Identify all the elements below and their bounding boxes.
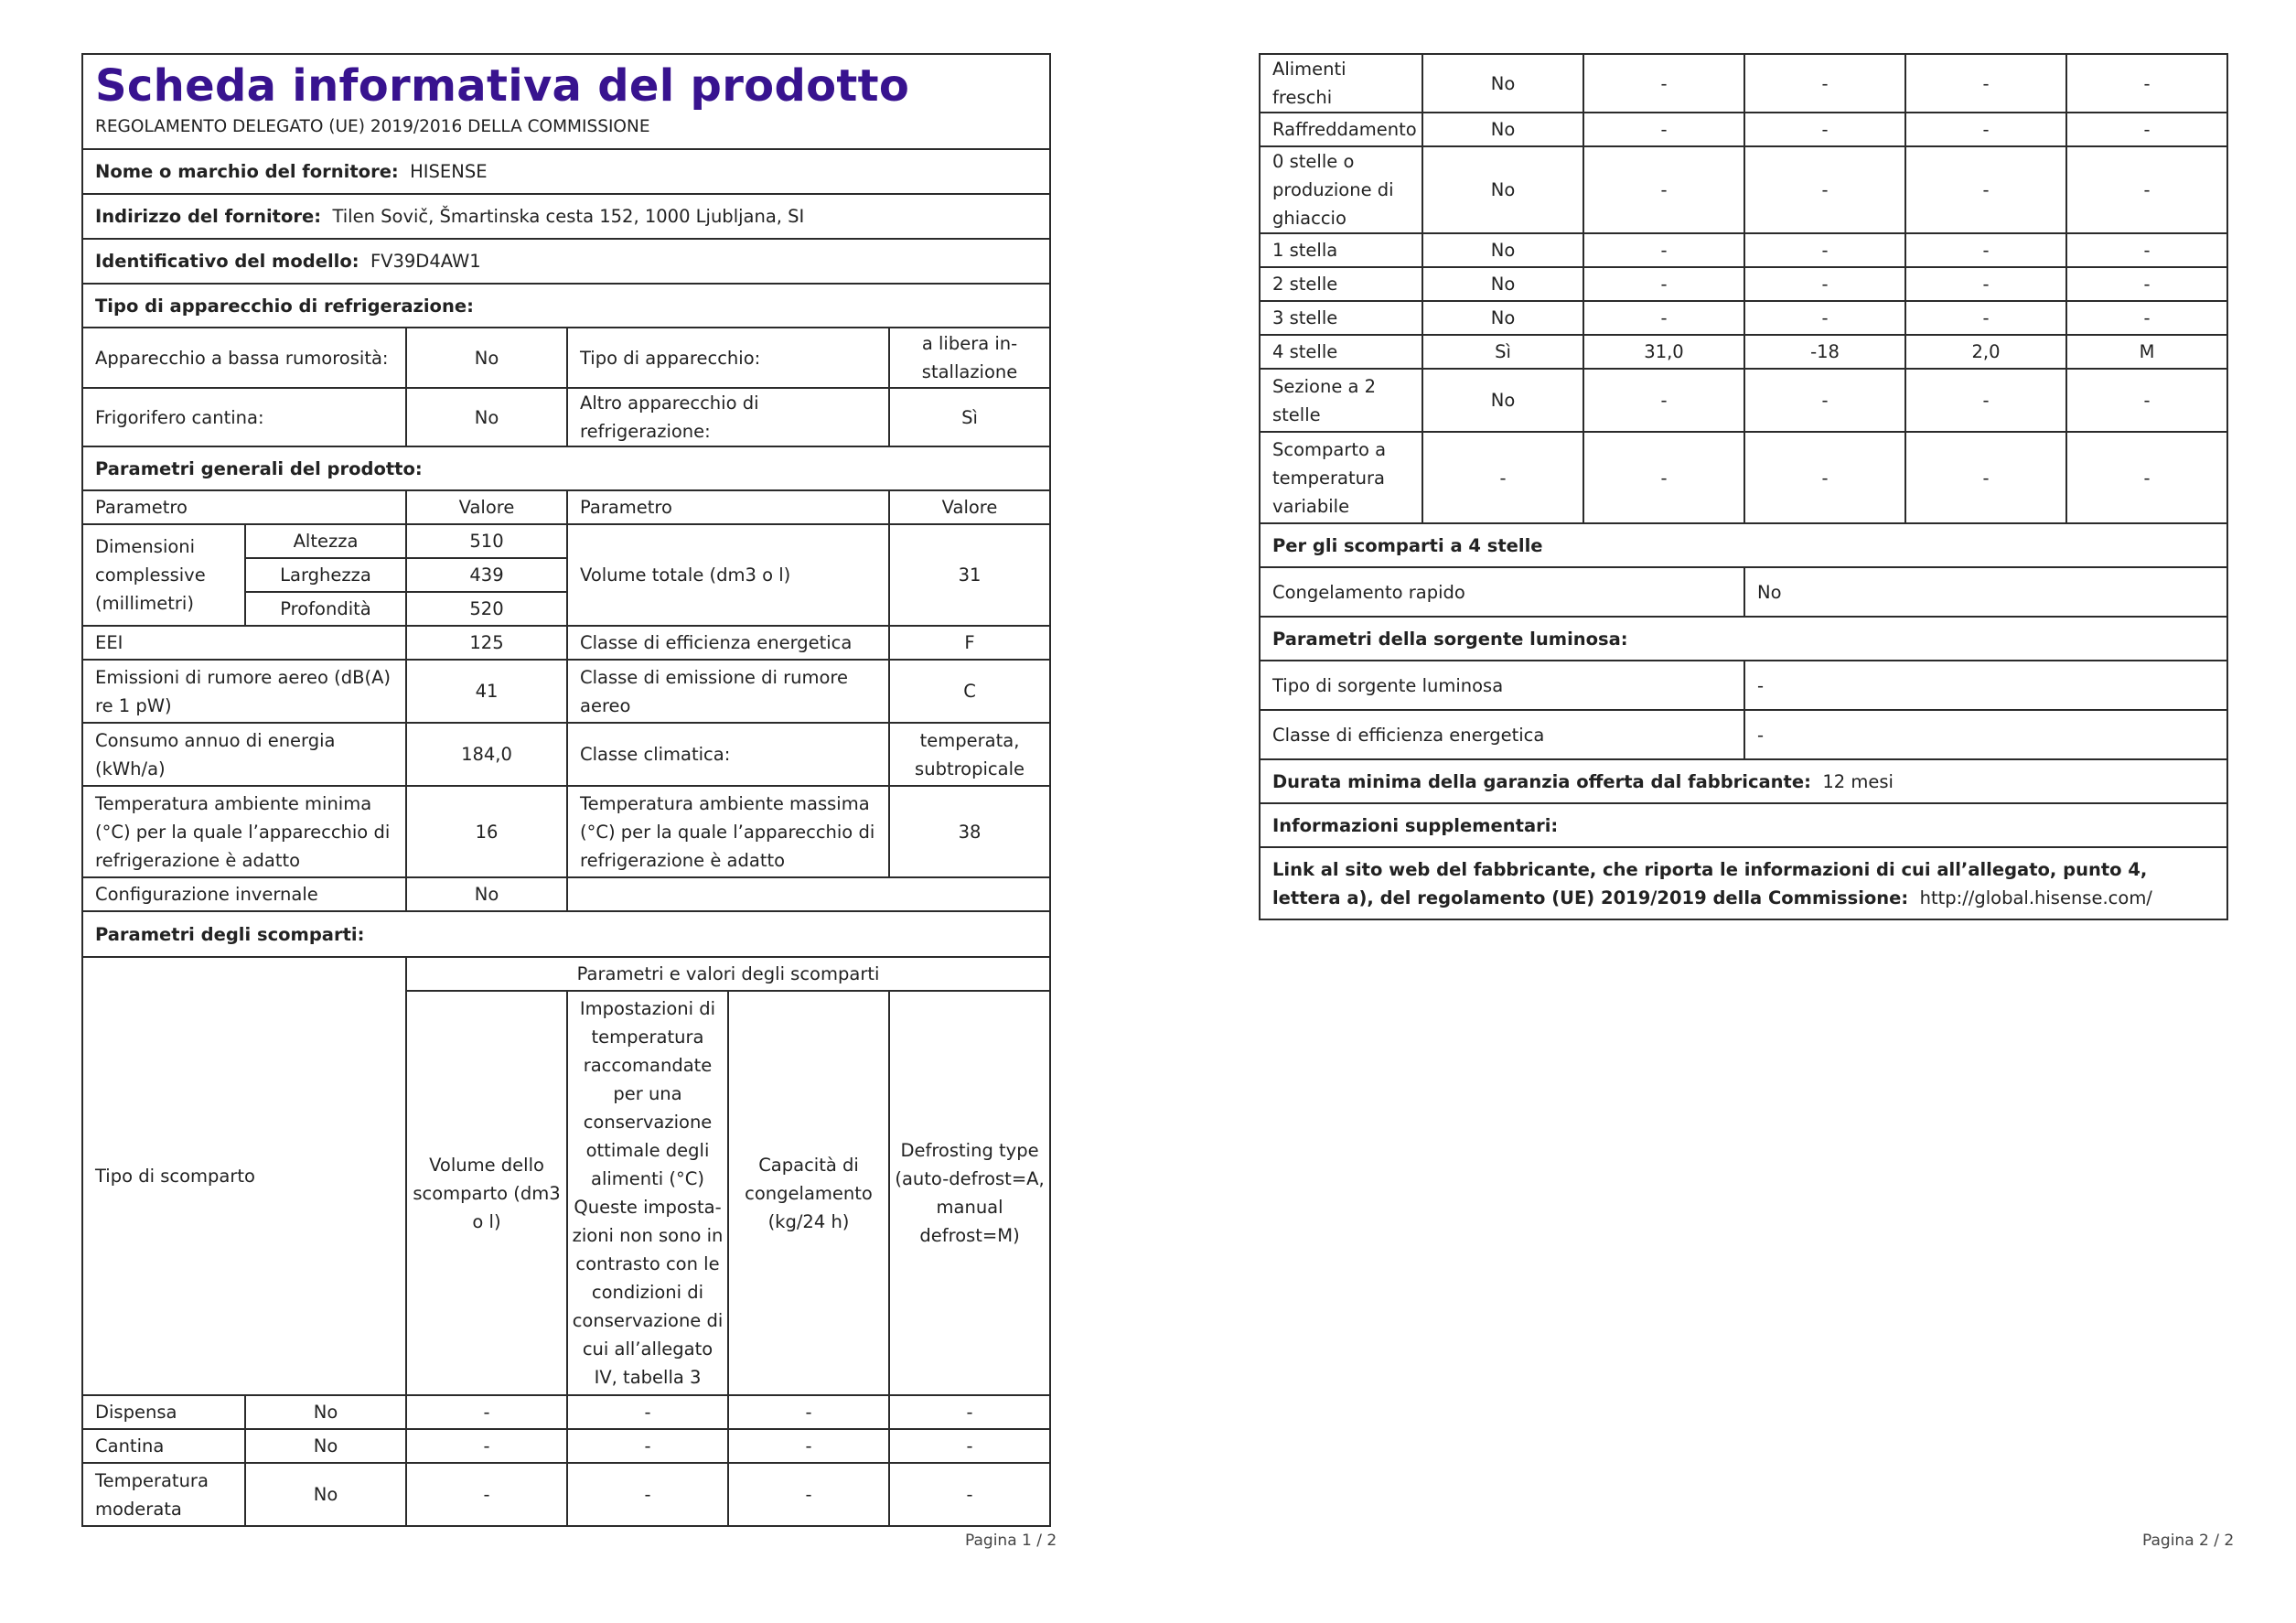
wine-cooler-label: Frigorifero cantina: bbox=[82, 388, 406, 446]
compartment-volume: - bbox=[406, 1463, 567, 1526]
climate-class-label: Classe climatica: bbox=[567, 723, 889, 786]
light-class-label: Classe di efficienza energetica bbox=[1260, 710, 1744, 759]
compartment-name: 3 stelle bbox=[1260, 301, 1422, 335]
table-row bbox=[82, 1429, 1050, 1463]
table-row bbox=[1260, 335, 2227, 369]
page-number-1: Pagina 1 / 2 bbox=[965, 1532, 1057, 1550]
compartment-freezing: - bbox=[728, 1429, 889, 1463]
general-params-heading: Parametri generali del prodotto: bbox=[82, 446, 1050, 490]
empty-cell bbox=[567, 877, 1050, 911]
appliance-kind-value: a libera installazione bbox=[889, 328, 1050, 388]
model-value: FV39D4AW1 bbox=[370, 251, 481, 272]
energy-class-label: Classe di efficienza energetica bbox=[567, 626, 889, 660]
model-row bbox=[82, 239, 1050, 284]
height-label: Altezza bbox=[245, 524, 406, 558]
compartment-freezing: - bbox=[1905, 113, 2066, 146]
compartment-present: No bbox=[245, 1463, 406, 1526]
compartment-volume: - bbox=[406, 1429, 567, 1463]
width-value: 439 bbox=[406, 558, 567, 592]
total-volume-value: 31 bbox=[889, 524, 1050, 626]
compartment-present: Sì bbox=[1422, 335, 1583, 369]
fast-freeze-label: Congelamento rapido bbox=[1260, 567, 1744, 617]
params-values-header: Parametri e valori degli scomparti bbox=[406, 957, 1050, 991]
compartment-present: No bbox=[1422, 233, 1583, 267]
compartment-volume: - bbox=[1583, 369, 1744, 432]
supplier-row bbox=[82, 149, 1050, 194]
eei-value: 125 bbox=[406, 626, 567, 660]
width-label: Larghezza bbox=[245, 558, 406, 592]
supplier-label: Nome o marchio del fornitore: bbox=[95, 161, 399, 182]
min-temp-label: Temperatura ambiente minima (°C) per la quale l’apparecchio di refrigerazione è adatto bbox=[82, 786, 406, 877]
compartment-name: Raffreddamento bbox=[1260, 113, 1422, 146]
compartment-present: No bbox=[245, 1429, 406, 1463]
compartment-volume: - bbox=[1583, 432, 1744, 523]
compartment-defrost: - bbox=[2066, 113, 2227, 146]
compartment-temp: - bbox=[1744, 54, 1905, 113]
compartment-name: Sezione a 2 stelle bbox=[1260, 369, 1422, 432]
max-temp-value: 38 bbox=[889, 786, 1050, 877]
compartment-present: No bbox=[1422, 301, 1583, 335]
product-sheet-page-2 bbox=[1259, 53, 2228, 920]
dimensions-label: Dimensioni complessive (millimetri) bbox=[82, 524, 245, 626]
depth-value: 520 bbox=[406, 592, 567, 626]
compartment-volume: - bbox=[1583, 301, 1744, 335]
param-header-right: Parametro bbox=[567, 490, 889, 524]
table-row bbox=[1260, 301, 2227, 335]
compartment-defrost: M bbox=[2066, 335, 2227, 369]
light-source-heading: Parametri della sorgente luminosa: bbox=[1260, 617, 2227, 661]
compartment-temp: - bbox=[1744, 233, 1905, 267]
compartment-defrost: - bbox=[2066, 301, 2227, 335]
appliance-kind-label: Tipo di apparecchio: bbox=[567, 328, 889, 388]
compartment-temp: -18 bbox=[1744, 335, 1905, 369]
noise-value: 41 bbox=[406, 660, 567, 723]
light-class-value: - bbox=[1744, 710, 2227, 759]
compartment-temp: - bbox=[567, 1429, 728, 1463]
compartment-name: Temperatura moderata bbox=[82, 1463, 245, 1526]
compartment-defrost: - bbox=[2066, 432, 2227, 523]
depth-label: Profondità bbox=[245, 592, 406, 626]
manufacturer-link[interactable]: http://global.hisense.com/ bbox=[1919, 887, 2152, 908]
compartment-volume: - bbox=[406, 1395, 567, 1429]
defrost-column-header: Defrosting type (auto-defrost=A, manual defrost=M) bbox=[889, 991, 1050, 1395]
compartment-name: 4 stelle bbox=[1260, 335, 1422, 369]
value-header-left: Valore bbox=[406, 490, 567, 524]
other-appliance-value: Sì bbox=[889, 388, 1050, 446]
compartment-freezing: - bbox=[728, 1463, 889, 1526]
compartment-freezing: - bbox=[1905, 432, 2066, 523]
wine-cooler-value: No bbox=[406, 388, 567, 446]
compartments-heading: Parametri degli scomparti: bbox=[82, 911, 1050, 957]
table-row bbox=[1260, 146, 2227, 233]
compartment-freezing: - bbox=[1905, 146, 2066, 233]
product-sheet-page-1 bbox=[81, 53, 1051, 1527]
compartment-freezing: - bbox=[1905, 369, 2066, 432]
compartment-freezing: - bbox=[1905, 267, 2066, 301]
compartment-defrost: - bbox=[889, 1395, 1050, 1429]
eei-label: EEI bbox=[82, 626, 406, 660]
compartment-temp: - bbox=[1744, 432, 1905, 523]
volume-column-header: Volume dello scomparto (dm3 o l) bbox=[406, 991, 567, 1395]
consumption-label: Consumo annuo di energia (kWh/a) bbox=[82, 723, 406, 786]
model-label: Identificativo del modello: bbox=[95, 251, 359, 272]
compartment-defrost: - bbox=[2066, 146, 2227, 233]
page-subtitle: REGOLAMENTO DELEGATO (UE) 2019/2016 DELLA COMMISSIONE bbox=[95, 117, 650, 136]
compartment-name: 0 stelle o produzione di ghiaccio bbox=[1260, 146, 1422, 233]
link-label: Link al sito web del fabbricante, che riporta le informazioni di cui all’allegato, punto 4, lettera a), del regolamento (UE) 2019/2019 della Commissione: bbox=[1272, 858, 2148, 908]
max-temp-label: Temperatura ambiente massima (°C) per la quale l’apparecchio di refrigerazione è adatto bbox=[567, 786, 889, 877]
table-row bbox=[1260, 369, 2227, 432]
compartment-volume: - bbox=[1583, 54, 1744, 113]
page-number-2: Pagina 2 / 2 bbox=[2142, 1532, 2235, 1550]
compartment-volume: - bbox=[1583, 233, 1744, 267]
compartment-name: 1 stella bbox=[1260, 233, 1422, 267]
table-row bbox=[82, 1463, 1050, 1526]
total-volume-label: Volume totale (dm3 o l) bbox=[567, 524, 889, 626]
compartment-volume: - bbox=[1583, 146, 1744, 233]
low-noise-value: No bbox=[406, 328, 567, 388]
compartment-present: No bbox=[1422, 54, 1583, 113]
value-header-right: Valore bbox=[889, 490, 1050, 524]
low-noise-label: Apparecchio a bassa rumorosità: bbox=[82, 328, 406, 388]
table-row bbox=[1260, 54, 2227, 113]
appliance-type-heading: Tipo di apparecchio di refrigerazione: bbox=[82, 284, 1050, 328]
noise-class-label: Classe di emissione di rumore aereo bbox=[567, 660, 889, 723]
compartment-temp: - bbox=[1744, 267, 1905, 301]
noise-label: Emissioni di rumore aereo (dB(A) re 1 pW) bbox=[82, 660, 406, 723]
light-type-value: - bbox=[1744, 661, 2227, 710]
height-value: 510 bbox=[406, 524, 567, 558]
compartment-defrost: - bbox=[889, 1429, 1050, 1463]
four-star-heading: Per gli scomparti a 4 stelle bbox=[1260, 523, 2227, 567]
table-row bbox=[1260, 432, 2227, 523]
fast-freeze-value: No bbox=[1744, 567, 2227, 617]
compartment-freezing: - bbox=[1905, 233, 2066, 267]
compartment-present: No bbox=[245, 1395, 406, 1429]
compartment-present: No bbox=[1422, 369, 1583, 432]
table-row bbox=[1260, 233, 2227, 267]
compartment-temp: - bbox=[567, 1463, 728, 1526]
warranty-label: Durata minima della garanzia offerta dal fabbricante: bbox=[1272, 770, 1811, 792]
compartment-volume: - bbox=[1583, 113, 1744, 146]
light-type-label: Tipo di sorgente luminosa bbox=[1260, 661, 1744, 710]
compartment-present: No bbox=[1422, 267, 1583, 301]
noise-class-value: C bbox=[889, 660, 1050, 723]
compartment-type-label: Tipo di scomparto bbox=[82, 957, 406, 1395]
compartment-defrost: - bbox=[889, 1463, 1050, 1526]
compartment-name: Alimenti freschi bbox=[1260, 54, 1422, 113]
winter-config-value: No bbox=[406, 877, 567, 911]
compartment-temp: - bbox=[1744, 369, 1905, 432]
compartment-volume: - bbox=[1583, 267, 1744, 301]
supplier-value: HISENSE bbox=[410, 161, 488, 182]
compartment-temp: - bbox=[1744, 146, 1905, 233]
compartment-defrost: - bbox=[2066, 54, 2227, 113]
warranty-value: 12 mesi bbox=[1822, 770, 1894, 792]
compartment-freezing: - bbox=[1905, 301, 2066, 335]
address-value: Tilen Sovič, Šmartinska cesta 152, 1000 Ljubljana, SI bbox=[332, 206, 805, 227]
compartment-name: Dispensa bbox=[82, 1395, 245, 1429]
extra-info-heading: Informazioni supplementari: bbox=[1260, 803, 2227, 847]
table-row bbox=[1260, 113, 2227, 146]
compartment-defrost: - bbox=[2066, 267, 2227, 301]
compartment-volume: 31,0 bbox=[1583, 335, 1744, 369]
compartment-defrost: - bbox=[2066, 233, 2227, 267]
compartment-present: No bbox=[1422, 113, 1583, 146]
temperature-column-header: Impostazioni di temperatura raccomandate per una conservazione ottimale degli alimenti (°C) Queste impostazioni non sono in contrasto con le condizioni di conservazione di cui all’allegato IV, tabella 3 bbox=[567, 991, 728, 1395]
compartment-freezing: - bbox=[1905, 54, 2066, 113]
compartment-name: 2 stelle bbox=[1260, 267, 1422, 301]
consumption-value: 184,0 bbox=[406, 723, 567, 786]
compartment-freezing: - bbox=[728, 1395, 889, 1429]
compartment-defrost: - bbox=[2066, 369, 2227, 432]
compartment-present: - bbox=[1422, 432, 1583, 523]
compartment-present: No bbox=[1422, 146, 1583, 233]
compartment-temp: - bbox=[1744, 301, 1905, 335]
winter-config-label: Configurazione invernale bbox=[82, 877, 406, 911]
compartment-temp: - bbox=[1744, 113, 1905, 146]
param-header-left: Parametro bbox=[82, 490, 406, 524]
address-label: Indirizzo del fornitore: bbox=[95, 206, 322, 227]
compartment-name: Scomparto a temperatura variabile bbox=[1260, 432, 1422, 523]
table-row bbox=[1260, 267, 2227, 301]
climate-class-value: temperata, subtropicale bbox=[889, 723, 1050, 786]
min-temp-value: 16 bbox=[406, 786, 567, 877]
warranty-row bbox=[1260, 759, 2227, 803]
table-row bbox=[82, 1395, 1050, 1429]
other-appliance-label: Altro apparecchio di refrigerazione: bbox=[567, 388, 889, 446]
compartment-freezing: 2,0 bbox=[1905, 335, 2066, 369]
address-row bbox=[82, 194, 1050, 239]
link-row bbox=[1260, 847, 2227, 919]
compartment-temp: - bbox=[567, 1395, 728, 1429]
energy-class-value: F bbox=[889, 626, 1050, 660]
page-title: Scheda informativa del prodotto bbox=[95, 60, 910, 112]
freezing-column-header: Capacità di congelamento (kg/24 h) bbox=[728, 991, 889, 1395]
compartment-name: Cantina bbox=[82, 1429, 245, 1463]
